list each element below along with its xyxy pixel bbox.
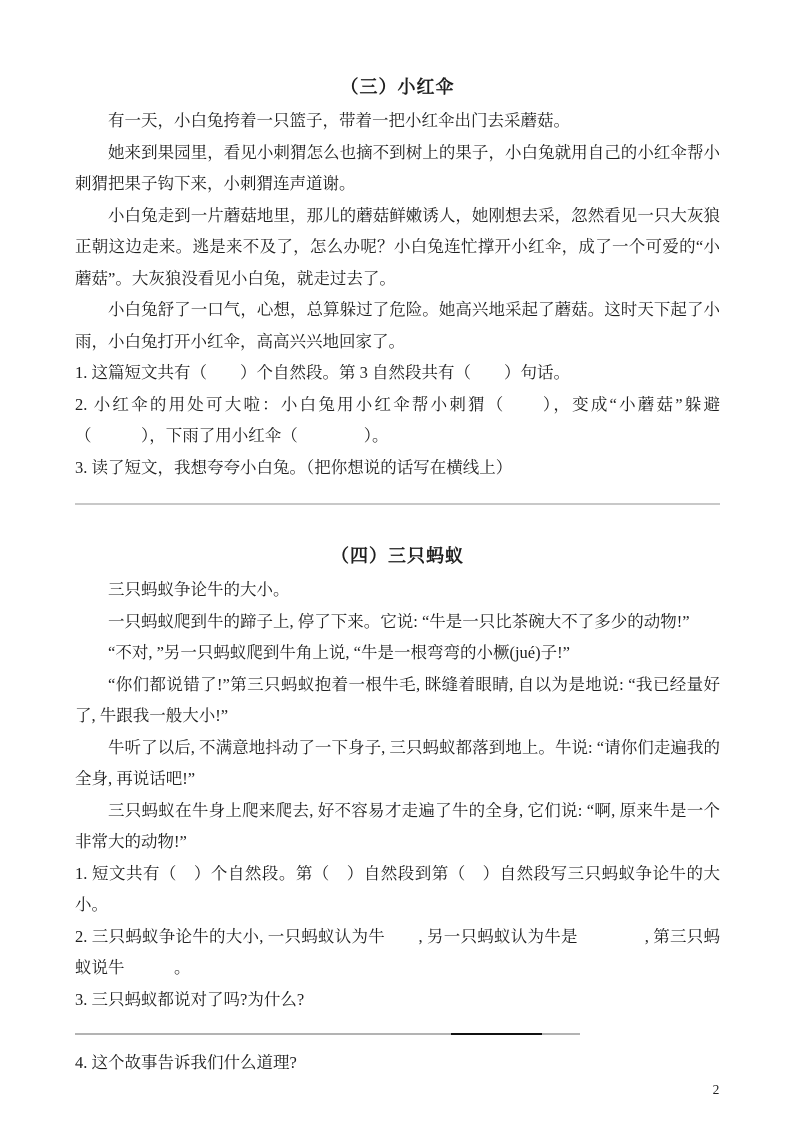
question-item: 1. 短文共有（ ）个自然段。第（ ）自然段到第（ ）自然段写三只蚂蚁争论牛的大小。 [75,863,720,914]
page-number: 2 [712,1082,720,1097]
section-3-paragraphs [75,105,720,357]
question-item: 2. 三只蚂蚁争论牛的大小, 一只蚂蚁认为牛 , 另一只蚂蚁认为牛是 , 第三只蚂蚁说牛 。 [75,926,720,977]
section-4-three-ants [75,546,720,1079]
passage-paragraph: 三只蚂蚁在牛身上爬来爬去, 好不容易才走遍了牛的全身, 它们说: “啊, 原来牛是一个非常大的动物!” [75,800,720,851]
passage-paragraph: 小白兔走到一片蘑菇地里，那儿的蘑菇鲜嫩诱人，她刚想去采，忽然看见一只大灰狼正朝这边走来。逃是来不及了，怎么办呢？小白兔连忙撑开小红伞，成了一个可爱的“小蘑菇”。大灰狼没看见小白兔，就走过去了。 [75,205,720,288]
passage-paragraph: 三只蚂蚁争论牛的大小。 [108,580,290,599]
answer-underline [451,1033,542,1035]
question-item: 2. 小红伞的用处可大啦：小白兔用小红伞帮小刺猬（ ），变成“小蘑菇”躲避（ ），下雨了用小红伞（ ）。 [75,394,720,445]
section-4-paragraphs [75,574,720,858]
question-item: 4. 这个故事告诉我们什么道理? [75,1053,297,1072]
question-item: 3. 三只蚂蚁都说对了吗?为什么? [75,989,305,1009]
answer-divider-line [75,1033,580,1035]
section-divider-line [75,503,720,505]
section-3-little-red-umbrella [75,77,720,483]
passage-paragraph: “你们都说错了!”第三只蚂蚁抱着一根牛毛, 眯缝着眼睛, 自以为是地说: “我已经量好了, 牛跟我一般大小!” [75,674,720,725]
question-item: 3. 读了短文，我想夸夸小白兔。（把你想说的话写在横线上） [75,457,513,477]
passage-paragraph: 她来到果园里，看见小刺猬怎么也摘不到树上的果子，小白兔就用自己的小红伞帮小刺猬把果子钩下来，小刺猬连声道谢。 [75,142,720,193]
passage-paragraph: 有一天，小白兔挎着一只篮子，带着一把小红伞出门去采蘑菇。 [108,111,570,130]
question-item: 1. 这篇短文共有（ ）个自然段。第 3 自然段共有（ ）句话。 [75,363,570,382]
section-4-title: （四）三只蚂蚁 [331,546,464,566]
section-3-questions [75,357,720,483]
section-4-questions [75,858,720,1016]
passage-paragraph: “不对, ”另一只蚂蚁爬到牛角上说, “牛是一根弯弯的小橛(jué)子!” [108,643,570,662]
section-3-title: （三）小红伞 [340,77,455,97]
passage-paragraph: 一只蚂蚁爬到牛的蹄子上, 停了下来。它说: “牛是一只比茶碗大不了多少的动物!” [108,611,690,631]
passage-paragraph: 小白兔舒了一口气，心想，总算躲过了危险。她高兴地采起了蘑菇。这时天下起了小雨，小白兔打开小红伞，高高兴兴地回家了。 [75,300,720,351]
passage-paragraph: 牛听了以后, 不满意地抖动了一下身子, 三只蚂蚁都落到地上。牛说: “请你们走遍我的全身, 再说话吧!” [75,737,720,788]
